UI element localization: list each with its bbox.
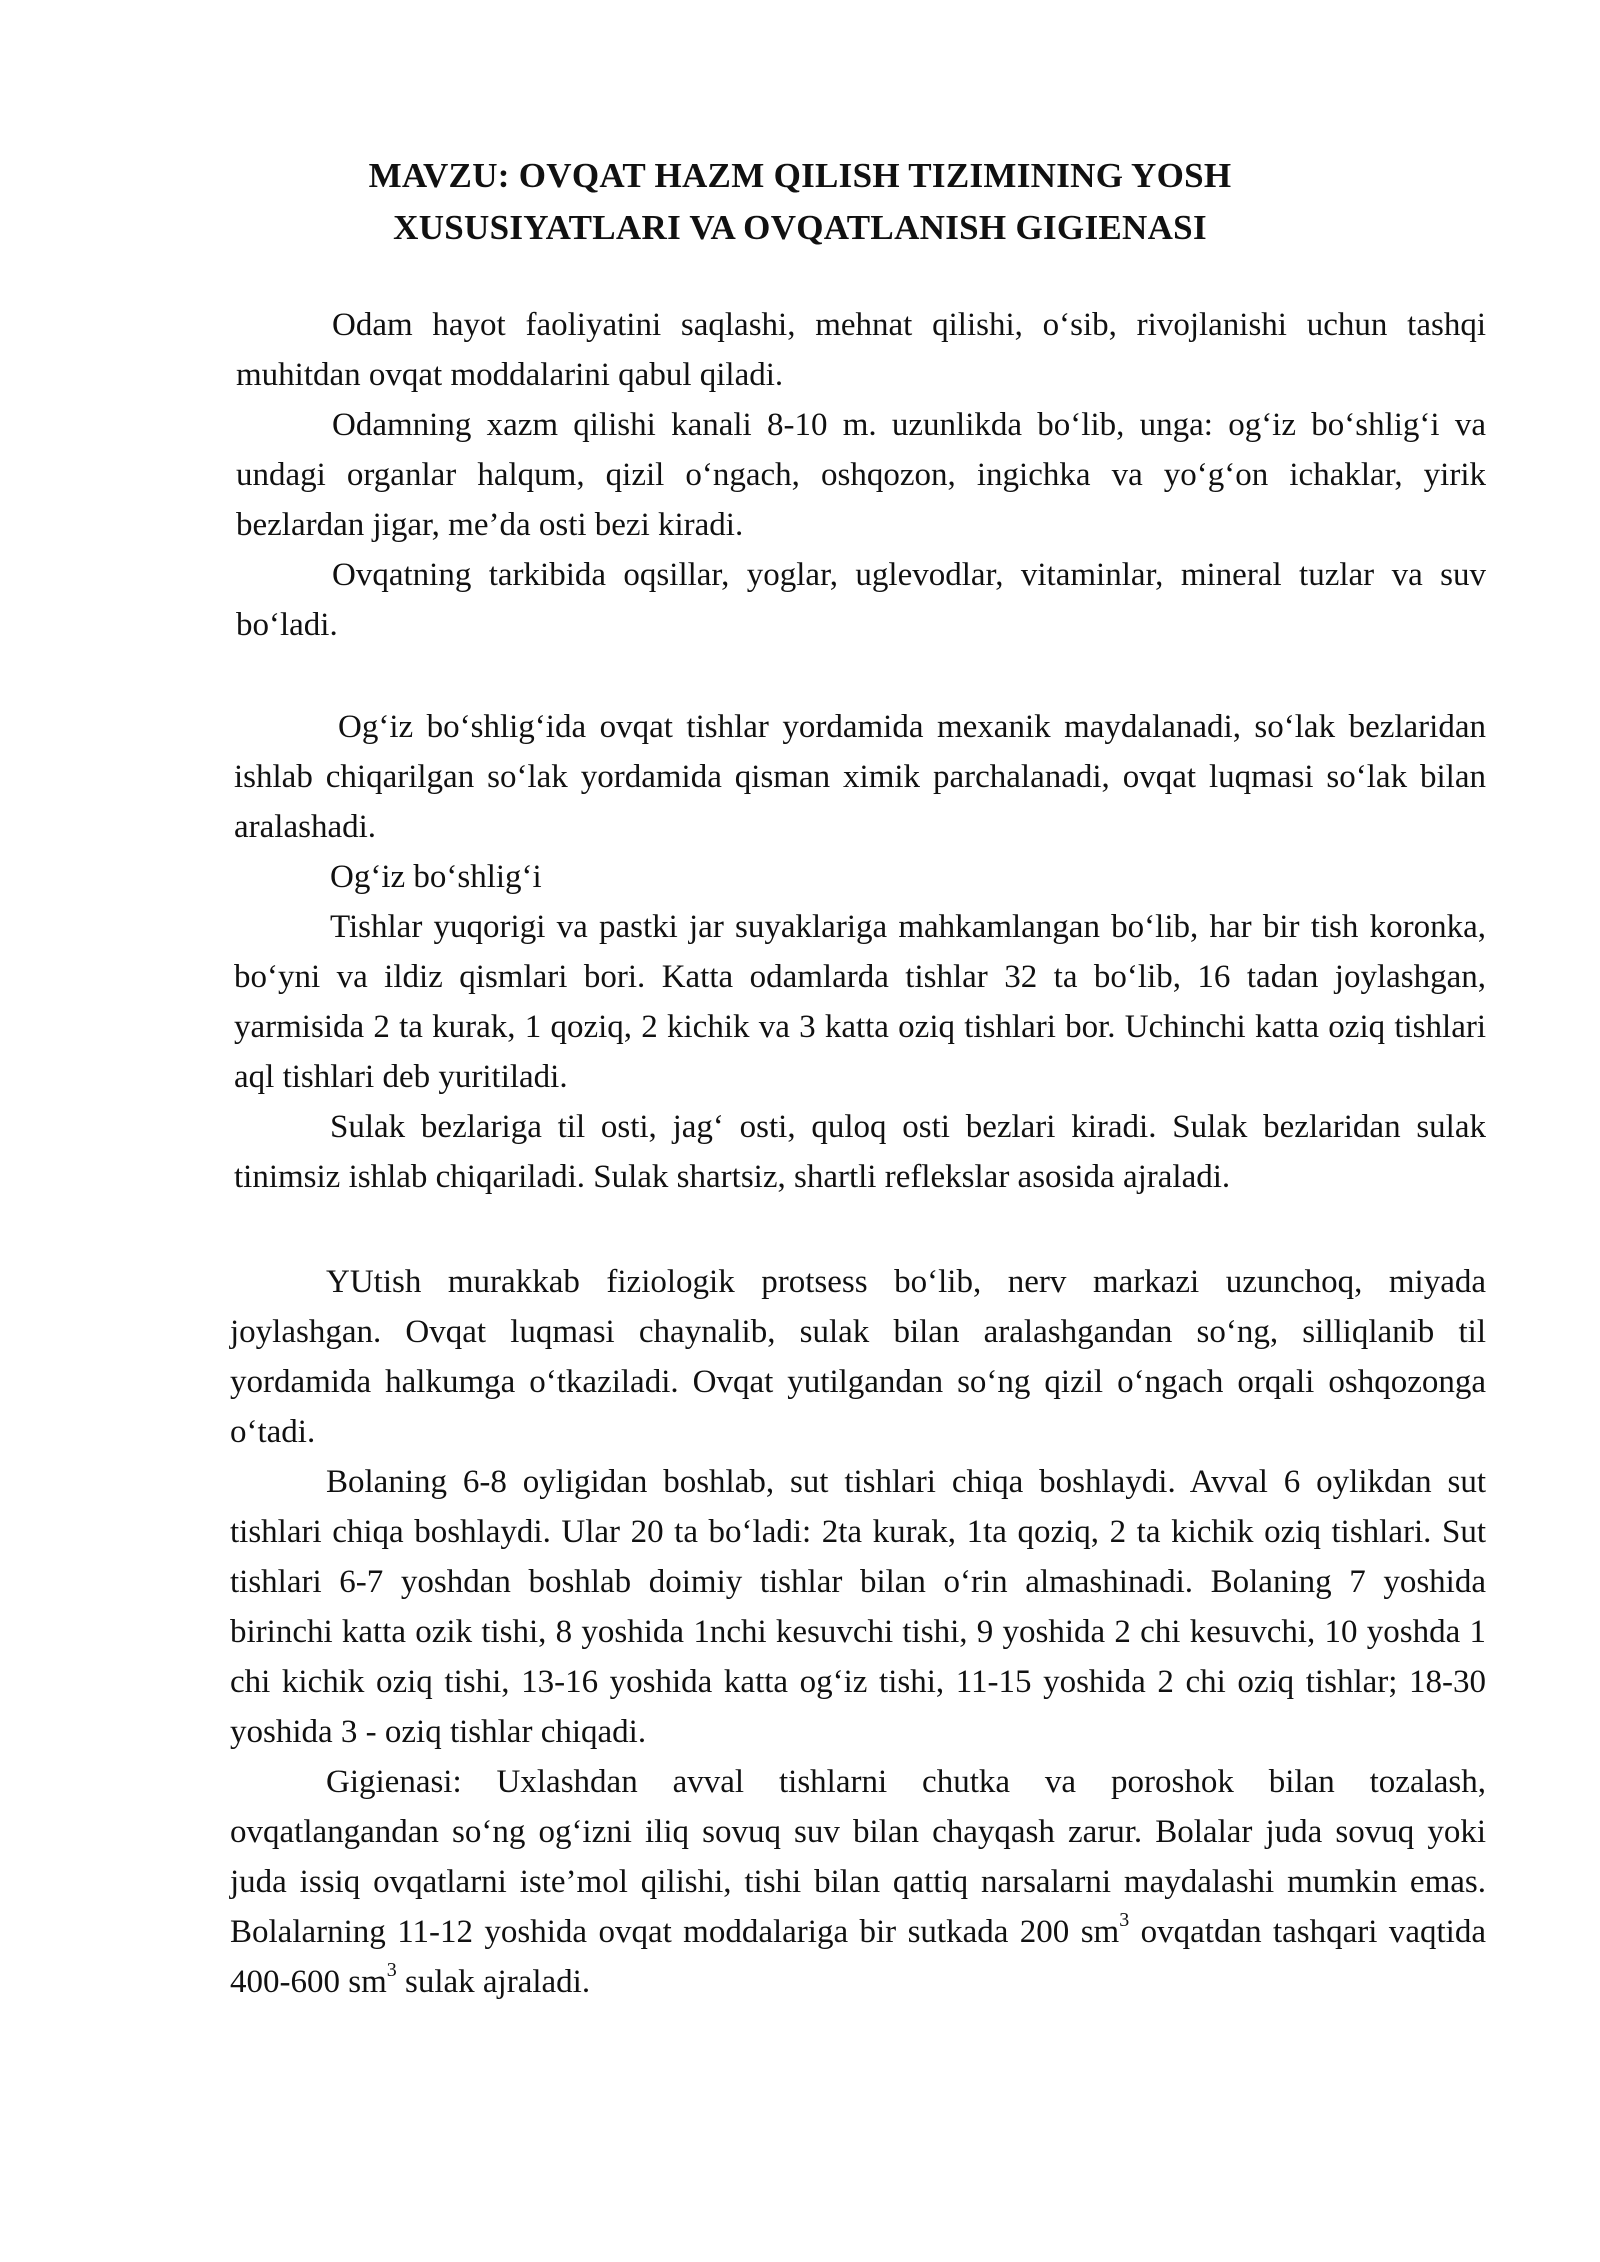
paragraph: Bolaning 6-8 oyligidan boshlab, sut tishlari chiqa boshlaydi. Avval 6 oylikdan sut tishlari chiqa boshlaydi. Ular 20 ta bo‘ladi: 2ta kurak, 1ta qoziq, 2 ta kichik oziq tishlari. Sut tishlari 6-7 yoshdan boshlab doimiy tishlar bilan o‘rin almashinadi. Bolaning 7 yoshida birinchi katta ozik tishi, 8 yoshida 1nchi kesuvchi tishi, 9 yoshida 2 chi kesuvchi, 10 yoshda 1 chi kichik oziq tishi, 13-16 yoshida katta og‘iz tishi, 11-15 yoshida 2 chi oziq tishlar; 18-30 yoshida 3 - oziq tishlar chiqadi. — [230, 1464, 1486, 1750]
section-swallowing-teeth — [230, 1257, 1486, 2007]
paragraph: Ovqatning tarkibida oqsillar, yoglar, uglevodlar, vitaminlar, mineral tuzlar va suv bo‘ladi. — [236, 557, 1486, 643]
paragraph: Og‘iz bo‘shlig‘ida ovqat tishlar yordamida mexanik maydalanadi, so‘lak bezlaridan ishlab chiqarilgan so‘lak yordamida qisman ximik parchalanadi, ovqat luqmasi so‘lak bilan aralashadi. — [234, 709, 1486, 845]
section-intro — [236, 300, 1486, 650]
hygiene-text-1: Gigienasi: Uxlashdan avval tishlarni chutka va poroshok bilan tozalash, ovqatlangandan so‘ng og‘izni iliq sovuq suv bilan chayqash zarur. Bolalar juda sovuq yoki juda issiq ovqatlarni iste’mol qilishi, tishi bilan qattiq narsalarni maydalashi mumkin emas. Bolalarning 11-12 yoshida ovqat moddalariga bir sutkada 200 sm — [230, 1764, 1486, 1950]
paragraph: YUtish murakkab fiziologik protsess bo‘lib, nerv markazi uzunchoq, miyada joylashgan. Ovqat luqmasi chaynalib, sulak bilan aralashgandan so‘ng, silliqlanib til yordamida halkumga o‘tkaziladi. Ovqat yutilgandan so‘ng qizil o‘ngach orqali oshqozonga o‘tadi. — [230, 1264, 1486, 1450]
paragraph-hygiene — [230, 1757, 1486, 2007]
paragraph: Odam hayot faoliyatini saqlashi, mehnat qilishi, o‘sib, rivojlanishi uchun tashqi muhitdan ovqat moddalarini qabul qiladi. — [236, 307, 1486, 393]
hygiene-text-2: ovqatdan tashqari vaqtida 400-600 sm — [230, 1914, 1486, 2000]
superscript: 3 — [386, 1959, 397, 1981]
subheading: Og‘iz bo‘shlig‘i — [330, 859, 542, 895]
paragraph: Sulak bezlariga til osti, jag‘ osti, quloq osti bezlari kiradi. Sulak bezlaridan sulak tinimsiz ishlab chiqariladi. Sulak shartsiz, shartli reflekslar asosida ajraladi. — [234, 1109, 1486, 1195]
document-title-line-2: XUSUSIYATLARI VA OVQATLANISH GIGIENASI — [393, 208, 1207, 247]
hygiene-text-3: sulak ajraladi. — [396, 1964, 591, 2000]
document-title-line-1: MAVZU: OVQAT HAZM QILISH TIZIMINING YOSH — [368, 156, 1232, 195]
superscript: 3 — [1119, 1909, 1130, 1931]
paragraph: Odamning xazm qilishi kanali 8-10 m. uzunlikda bo‘lib, unga: og‘iz bo‘shlig‘i va undagi organlar halqum, qizil o‘ngach, oshqozon, ingichka va yo‘g‘on ichaklar, yirik bezlardan jigar, me’da osti bezi kiradi. — [236, 407, 1486, 543]
section-oral-cavity — [234, 702, 1486, 1202]
paragraph: Tishlar yuqorigi va pastki jar suyaklariga mahkamlangan bo‘lib, har bir tish koronka, bo‘yni va ildiz qismlari bori. Katta odamlarda tishlar 32 ta bo‘lib, 16 tadan joylashgan, yarmisida 2 ta kurak, 1 qoziq, 2 kichik va 3 katta oziq tishlari bor. Uchinchi katta oziq tishlari aql tishlari deb yuritiladi. — [234, 909, 1486, 1095]
